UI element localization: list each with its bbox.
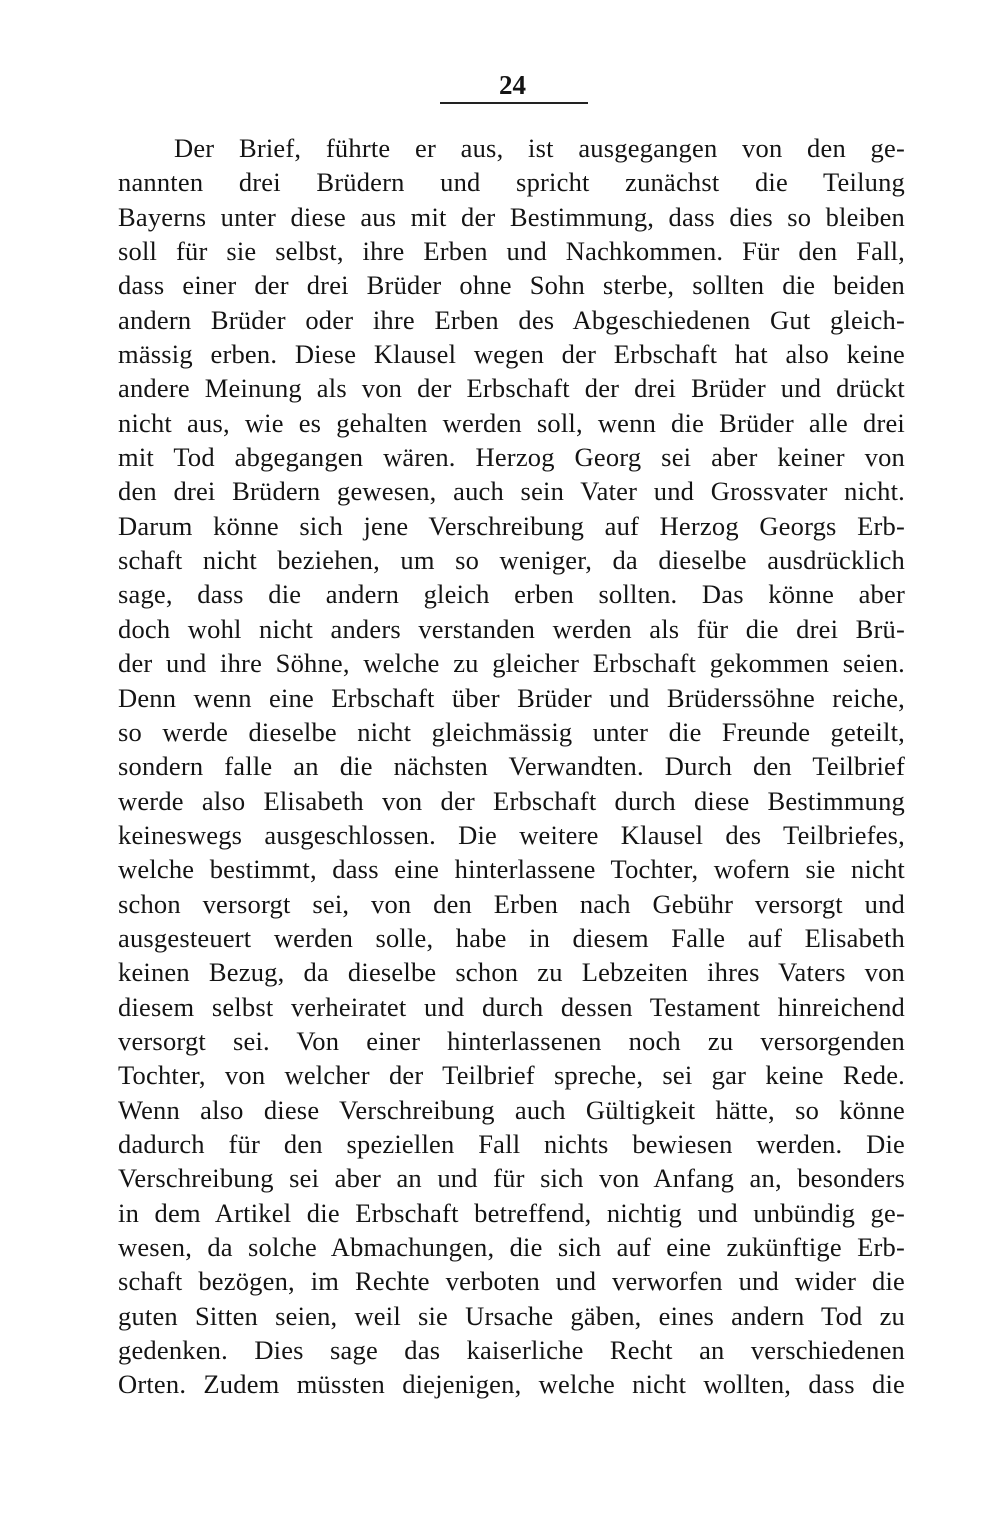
text-line: Orten. Zudem müssten diejenigen, welche nicht wollten, dass die <box>118 1369 905 1400</box>
text-line: so werde dieselbe nicht gleichmässig unter die Freunde geteilt, <box>118 716 905 747</box>
text-line: Der Brief, führte er aus, ist ausgegangen von den ge- <box>174 133 905 163</box>
text-line: andern Brüder oder ihre Erben des Abgeschiedenen Gut gleich- <box>118 304 905 335</box>
text-line: guten Sitten seien, weil sie Ursache gäben, eines andern Tod zu <box>118 1300 905 1331</box>
text-line: dass einer der drei Brüder ohne Sohn sterbe, sollten die beiden <box>118 270 905 301</box>
text-line: nicht aus, wie es gehalten werden soll, wenn die Brüder alle drei <box>118 407 905 438</box>
text-line: werde also Elisabeth von der Erbschaft durch diese Bestimmung <box>118 785 905 816</box>
text-line: Wenn also diese Verschreibung auch Gültigkeit hätte, so könne <box>118 1094 905 1125</box>
text-line: soll für sie selbst, ihre Erben und Nachkommen. Für den Fall, <box>118 236 905 267</box>
body-text <box>118 131 905 1402</box>
text-line: versorgt sei. Von einer hinterlassenen noch zu versorgenden <box>118 1025 905 1056</box>
text-line: Bayerns unter diese aus mit der Bestimmung, dass dies so bleiben <box>118 201 905 232</box>
text-line: der und ihre Söhne, welche zu gleicher Erbschaft gekommen seien. <box>118 648 905 679</box>
text-line: Tochter, von welcher der Teilbrief spreche, sei gar keine Rede. <box>118 1060 905 1091</box>
text-line: keineswegs ausgeschlossen. Die weitere Klausel des Teilbriefes, <box>118 819 905 850</box>
text-line: Darum könne sich jene Verschreibung auf Herzog Georgs Erb- <box>118 510 905 541</box>
text-line: dadurch für den speziellen Fall nichts bewiesen werden. Die <box>118 1128 905 1159</box>
page-number: 24 <box>499 70 526 100</box>
text-line: mässig erben. Diese Klausel wegen der Erbschaft hat also keine <box>118 339 905 370</box>
text-line: den drei Brüdern gewesen, auch sein Vater und Grossvater nicht. <box>118 476 905 507</box>
text-line: schon versorgt sei, von den Erben nach Gebühr versorgt und <box>118 888 905 919</box>
text-line: sage, dass die andern gleich erben sollten. Das könne aber <box>118 579 905 610</box>
text-line: mit Tod abgegangen wären. Herzog Georg sei aber keiner von <box>118 442 905 473</box>
text-line: sondern falle an die nächsten Verwandten. Durch den Teilbrief <box>118 751 905 782</box>
text-line: ausgesteuert werden solle, habe in diesem Falle auf Elisabeth <box>118 922 905 953</box>
text-line: keinen Bezug, da dieselbe schon zu Lebzeiten ihres Vaters von <box>118 957 905 988</box>
text-line: Denn wenn eine Erbschaft über Brüder und Brüderssöhne reiche, <box>118 682 905 713</box>
text-line: Verschreibung sei aber an und für sich von Anfang an, besonders <box>118 1163 905 1194</box>
text-line: in dem Artikel die Erbschaft betreffend, nichtig und unbündig ge- <box>118 1197 905 1228</box>
text-line: schaft bezögen, im Rechte verboten und verworfen und wider die <box>118 1266 905 1297</box>
text-line: wesen, da solche Abmachungen, die sich auf eine zukünftige Erb- <box>118 1232 905 1262</box>
text-line: nannten drei Brüdern und spricht zunächst die Teilung <box>118 167 905 198</box>
text-line: diesem selbst verheiratet und durch dessen Testament hinreichend <box>118 991 905 1022</box>
text-line: andere Meinung als von der Erbschaft der drei Brüder und drückt <box>118 373 905 404</box>
text-line: doch wohl nicht anders verstanden werden als für die drei Brü- <box>118 613 905 644</box>
text-line: schaft nicht beziehen, um so weniger, da dieselbe ausdrücklich <box>118 545 905 576</box>
page-number-rule <box>440 102 588 104</box>
text-line: gedenken. Dies sage das kaiserliche Recht an verschiedenen <box>118 1335 905 1366</box>
text-line: welche bestimmt, dass eine hinterlassene Tochter, wofern sie nicht <box>118 854 905 885</box>
